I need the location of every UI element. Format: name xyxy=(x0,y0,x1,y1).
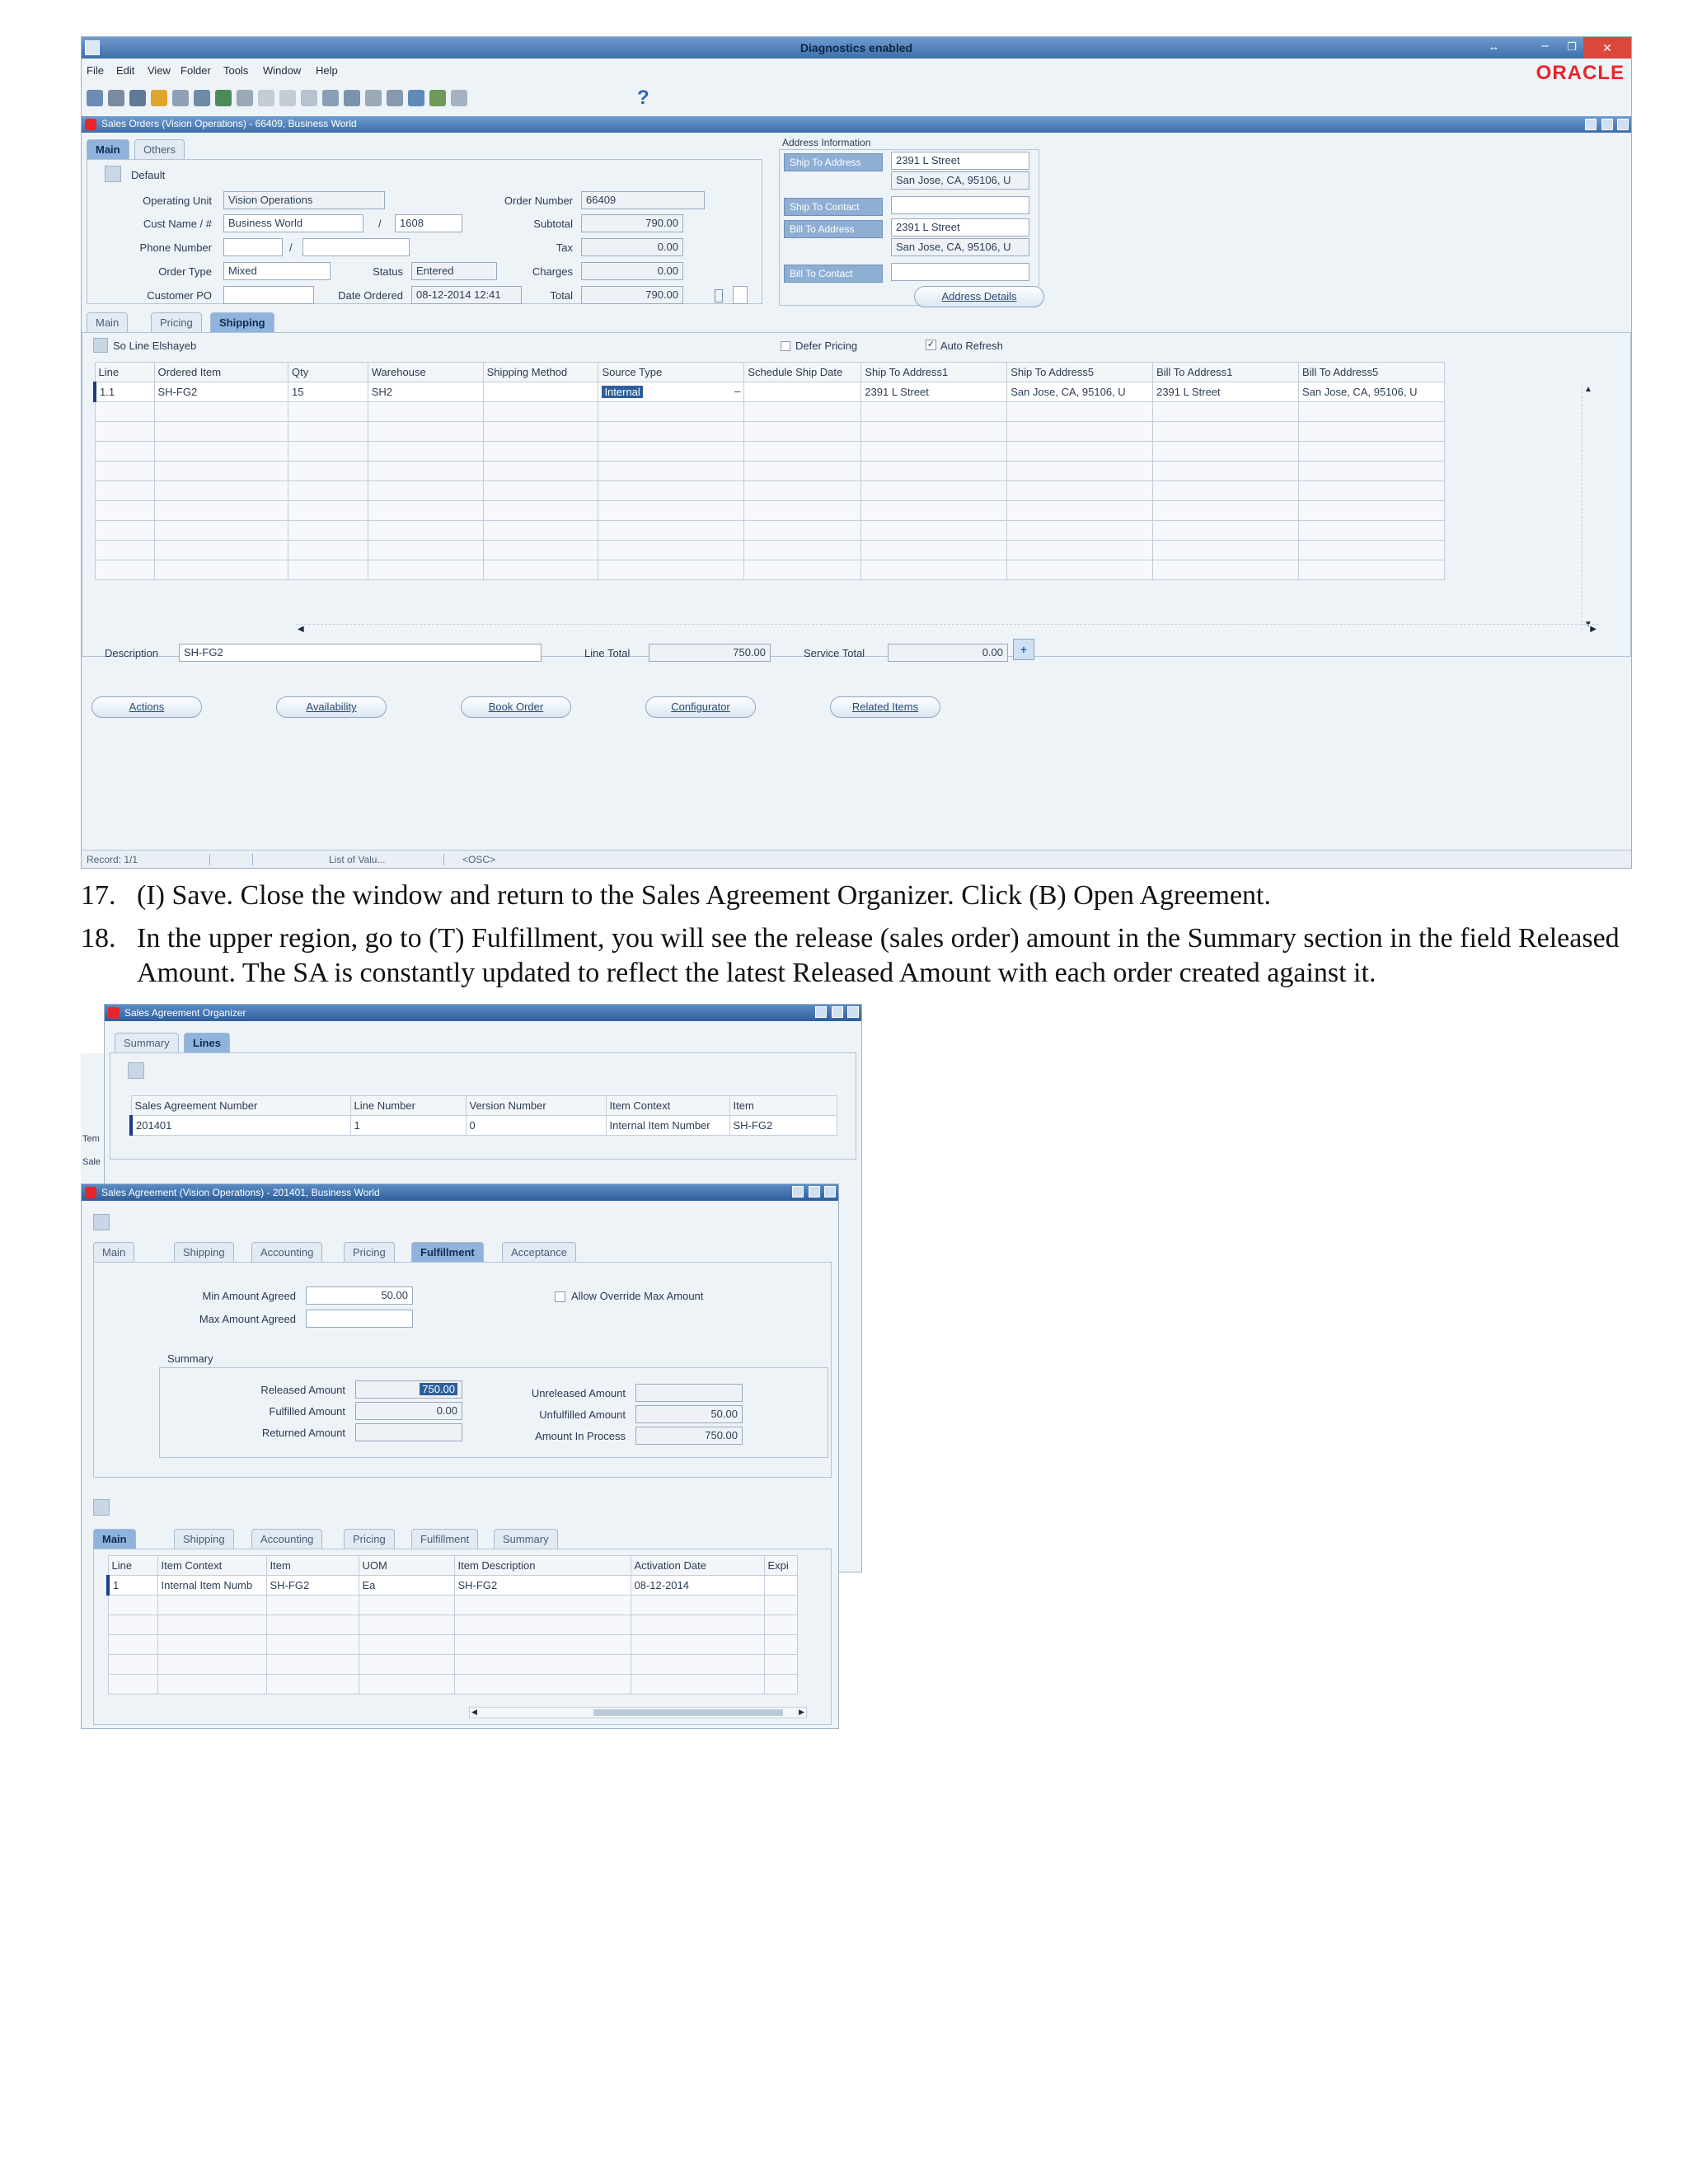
phone-area-field[interactable] xyxy=(223,238,283,256)
tax-field: 0.00 xyxy=(581,238,683,256)
sa-lines-tab-shipping[interactable]: Shipping xyxy=(174,1529,234,1549)
sa-tab-fulfillment[interactable]: Fulfillment xyxy=(411,1242,484,1262)
cell-item-context[interactable]: Internal Item Number xyxy=(606,1116,729,1136)
table-row[interactable] xyxy=(95,481,1445,501)
cell-ship-to-address5[interactable]: San Jose, CA, 95106, U xyxy=(1007,382,1153,402)
scroll-left-icon[interactable]: ◀ xyxy=(298,625,304,634)
ship-to-address1-field[interactable]: 2391 L Street xyxy=(891,152,1029,170)
sa-lines-tab-accounting[interactable]: Accounting xyxy=(251,1529,322,1549)
col-expiration: Expi xyxy=(764,1556,797,1576)
table-row[interactable] xyxy=(108,1675,797,1694)
scroll-right-icon[interactable]: ▶ xyxy=(1590,625,1597,634)
cell-item[interactable]: SH-FG2 xyxy=(266,1576,359,1596)
sa-maximize-icon[interactable] xyxy=(809,1186,820,1197)
cell-item-context[interactable]: Internal Item Numb xyxy=(157,1576,266,1596)
table-header xyxy=(131,1096,837,1116)
vertical-scrollbar[interactable] xyxy=(1582,383,1595,630)
organizer-folder-icon[interactable] xyxy=(128,1062,144,1079)
returned-amount-label: Returned Amount xyxy=(261,1427,345,1439)
order-type-field[interactable]: Mixed xyxy=(223,262,331,280)
zoom-icon[interactable] xyxy=(237,90,253,106)
menu-view[interactable]: View xyxy=(148,64,171,77)
step-18-number: 18. xyxy=(81,923,116,954)
cell-line[interactable]: 1.1 xyxy=(95,382,154,402)
cell-line-number[interactable]: 1 xyxy=(350,1116,466,1136)
total-bracket xyxy=(715,289,723,302)
step-17-number: 17. xyxy=(81,880,116,911)
table-row[interactable] xyxy=(95,402,1445,422)
sa-lines-table xyxy=(106,1555,798,1694)
summary-label: Summary xyxy=(167,1352,213,1365)
cell-warehouse[interactable]: SH2 xyxy=(368,382,483,402)
phone-label: Phone Number xyxy=(139,241,212,254)
min-amount-field[interactable]: 50.00 xyxy=(306,1286,413,1305)
source-type-value: Internal xyxy=(602,386,642,398)
lines-tab-shipping[interactable]: Shipping xyxy=(210,312,274,332)
so-line-folder-name: So Line Elshayeb xyxy=(113,340,197,352)
status-field: Entered xyxy=(411,262,497,280)
col-line: Line xyxy=(108,1556,157,1576)
col-item-context: Item Context xyxy=(606,1096,729,1116)
tab-others[interactable]: Others xyxy=(134,139,185,159)
menu-help[interactable]: Help xyxy=(316,64,338,77)
default-label: Default xyxy=(131,169,166,181)
total-checkbox[interactable] xyxy=(733,286,748,304)
horizontal-scrollbar[interactable] xyxy=(296,624,1598,635)
status-lov: List of Valu... xyxy=(329,854,444,865)
sa-lines-tab-pricing[interactable]: Pricing xyxy=(344,1529,395,1549)
organizer-maximize-icon[interactable] xyxy=(832,1006,843,1018)
cell-uom[interactable]: Ea xyxy=(359,1576,454,1596)
charges-field: 0.00 xyxy=(581,262,683,280)
defer-pricing-checkbox[interactable] xyxy=(781,341,790,351)
bill-to-address1-field[interactable]: 2391 L Street xyxy=(891,218,1029,237)
unfulfilled-amount-label: Unfulfilled Amount xyxy=(539,1408,626,1421)
oracle-form-icon xyxy=(108,1007,120,1019)
address-info-label: Address Information xyxy=(782,137,871,148)
cell-ship-to-address1[interactable]: 2391 L Street xyxy=(861,382,1007,402)
col-line: Line xyxy=(95,363,154,382)
col-qty: Qty xyxy=(288,363,368,382)
phone-slash: / xyxy=(289,241,293,254)
sales-agreement-window xyxy=(81,1183,839,1729)
released-amount-field[interactable] xyxy=(355,1380,462,1399)
tab-main[interactable]: Main xyxy=(87,139,129,159)
order-type-label: Order Type xyxy=(158,265,212,278)
charges-label: Charges xyxy=(532,265,573,278)
status-record: Record: 1/1 xyxy=(87,854,210,865)
bill-to-contact-field[interactable] xyxy=(891,263,1029,281)
table-row[interactable] xyxy=(108,1596,797,1615)
cell-version-number[interactable]: 0 xyxy=(466,1116,606,1136)
cell-qty[interactable]: 15 xyxy=(288,382,368,402)
col-ordered-item: Ordered Item xyxy=(154,363,288,382)
add-service-icon[interactable]: + xyxy=(1013,639,1034,660)
partial-label-tem: Tem xyxy=(82,1134,100,1144)
toolbar xyxy=(87,87,1628,111)
resize-icon[interactable]: ↔ xyxy=(1489,40,1499,53)
fulfilled-amount-label: Fulfilled Amount xyxy=(269,1405,345,1418)
cell-source-type[interactable] xyxy=(598,382,744,402)
organizer-tab-lines[interactable]: Lines xyxy=(184,1033,230,1052)
window-icon[interactable] xyxy=(451,90,467,106)
col-schedule-ship-date: Schedule Ship Date xyxy=(744,363,861,382)
cell-bill-to-address1[interactable]: 2391 L Street xyxy=(1153,382,1299,402)
col-version-number: Version Number xyxy=(466,1096,606,1116)
order-number-field: 66409 xyxy=(581,191,705,209)
defer-pricing-label: Defer Pricing xyxy=(795,340,858,352)
organizer-lines-table xyxy=(129,1095,837,1136)
table-row[interactable] xyxy=(95,382,1445,402)
app-title-bar xyxy=(82,37,1631,59)
menu-edit[interactable]: Edit xyxy=(116,64,135,77)
date-ordered-label: Date Ordered xyxy=(338,289,403,302)
line-total-label: Line Total xyxy=(584,647,631,659)
col-bill-to-address5: Bill To Address5 xyxy=(1299,363,1445,382)
unreleased-amount-field xyxy=(635,1384,743,1402)
col-item: Item xyxy=(266,1556,359,1576)
lines-tab-pricing[interactable]: Pricing xyxy=(151,312,202,332)
status-osc: <OSC> xyxy=(462,854,496,865)
so-form-title: Sales Orders (Vision Operations) - 66409, Business World xyxy=(101,118,357,129)
cell-sa-number[interactable]: 201401 xyxy=(131,1116,350,1136)
table-row[interactable] xyxy=(108,1635,797,1655)
bill-to-contact-button[interactable]: Bill To Contact xyxy=(784,265,883,283)
maximize-icon[interactable]: ❐ xyxy=(1567,40,1577,53)
form-maximize-icon[interactable] xyxy=(1601,119,1613,130)
cut-icon[interactable] xyxy=(258,90,274,106)
amount-in-process-field: 750.00 xyxy=(635,1427,743,1445)
sa-tab-accounting[interactable]: Accounting xyxy=(251,1242,322,1262)
col-item: Item xyxy=(729,1096,837,1116)
table-row[interactable] xyxy=(95,442,1445,462)
table-row[interactable] xyxy=(108,1655,797,1675)
translate-icon[interactable] xyxy=(429,90,446,106)
so-form-title-bar xyxy=(82,116,1631,133)
sa-lines-tab-main[interactable]: Main xyxy=(93,1529,136,1549)
auto-refresh-label: Auto Refresh xyxy=(940,340,1003,352)
organizer-minimize-icon[interactable] xyxy=(815,1006,827,1018)
print-icon[interactable] xyxy=(172,90,189,106)
ship-to-contact-field[interactable] xyxy=(891,196,1029,214)
max-amount-field[interactable] xyxy=(306,1310,413,1328)
menu-folder[interactable]: Folder xyxy=(181,64,211,77)
col-source-type: Source Type xyxy=(598,363,744,382)
col-activation-date: Activation Date xyxy=(631,1556,764,1576)
oracle-form-icon xyxy=(85,119,96,130)
menu-bar xyxy=(82,62,1631,84)
col-ship-to-address1: Ship To Address1 xyxy=(861,363,1007,382)
so-lines-table xyxy=(93,362,1445,580)
sa-screenshot xyxy=(81,1004,864,1729)
sa-lines-tab-summary[interactable]: Summary xyxy=(494,1529,558,1549)
cell-activation-date[interactable]: 08-12-2014 xyxy=(631,1576,764,1596)
lines-tab-main[interactable]: Main xyxy=(87,312,128,332)
phone-number-field[interactable] xyxy=(302,238,410,256)
sa-organizer-title-bar xyxy=(105,1005,861,1021)
find-icon[interactable] xyxy=(194,90,210,106)
cell-expiration[interactable] xyxy=(764,1576,797,1596)
partial-label-sale: Sale xyxy=(82,1157,101,1167)
app-title: Diagnostics enabled xyxy=(799,41,913,54)
sa-lines-hscrollbar[interactable] xyxy=(469,1707,807,1718)
col-item-description: Item Description xyxy=(454,1556,631,1576)
sa-minimize-icon[interactable] xyxy=(792,1186,804,1197)
menu-file[interactable]: File xyxy=(87,64,104,77)
table-row[interactable] xyxy=(108,1576,797,1596)
ship-to-address-button[interactable]: Ship To Address xyxy=(784,153,883,171)
line-total-field: 750.00 xyxy=(649,644,771,662)
source-type-dropdown-icon[interactable]: – xyxy=(734,385,741,397)
ship-to-contact-button[interactable]: Ship To Contact xyxy=(784,198,883,216)
cell-item-description[interactable]: SH-FG2 xyxy=(454,1576,631,1596)
status-bar xyxy=(82,850,1631,868)
col-line-number: Line Number xyxy=(350,1096,466,1116)
form-close-icon[interactable] xyxy=(1617,119,1629,130)
sa-folder-icon[interactable] xyxy=(93,1214,110,1230)
col-ship-to-address5: Ship To Address5 xyxy=(1007,363,1153,382)
sa-title: Sales Agreement (Vision Operations) - 201401, Business World xyxy=(101,1187,380,1198)
service-total-field: 0.00 xyxy=(888,644,1008,662)
table-header xyxy=(108,1556,797,1576)
subtotal-label: Subtotal xyxy=(533,218,573,230)
released-amount-label: Released Amount xyxy=(260,1384,345,1396)
open-icon[interactable] xyxy=(108,90,124,106)
oracle-logo: ORACLE xyxy=(1536,62,1625,84)
paste-icon[interactable] xyxy=(301,90,317,106)
customer-po-field[interactable] xyxy=(223,286,314,304)
status-blank xyxy=(220,854,253,865)
edit-icon[interactable] xyxy=(344,90,360,106)
sa-lines-tab-fulfillment[interactable]: Fulfillment xyxy=(411,1529,478,1549)
form-minimize-icon[interactable] xyxy=(1585,119,1597,130)
col-warehouse: Warehouse xyxy=(368,363,483,382)
scroll-down-icon[interactable]: ▼ xyxy=(1584,620,1592,629)
amount-in-process-label: Amount In Process xyxy=(535,1430,626,1442)
released-amount-value: 750.00 xyxy=(420,1383,457,1395)
record-icon[interactable] xyxy=(387,90,403,106)
menu-window[interactable]: Window xyxy=(263,64,302,77)
cell-line[interactable]: 1 xyxy=(108,1576,157,1596)
oracle-form-icon xyxy=(85,1187,96,1198)
bill-to-address5-field: San Jose, CA, 95106, U xyxy=(891,238,1029,256)
unfulfilled-amount-field: 50.00 xyxy=(635,1405,743,1423)
cust-name-field[interactable]: Business World xyxy=(223,214,363,232)
date-ordered-field[interactable]: 08-12-2014 12:41 xyxy=(411,286,522,304)
folder-icon[interactable] xyxy=(365,90,382,106)
tax-label: Tax xyxy=(556,241,573,254)
help-icon[interactable]: ? xyxy=(637,87,649,109)
cell-schedule-ship-date[interactable] xyxy=(744,382,861,402)
cust-slash: / xyxy=(378,218,382,230)
max-amount-label: Max Amount Agreed xyxy=(199,1313,296,1325)
scroll-left-icon[interactable]: ◀ xyxy=(471,1708,477,1716)
menu-tools[interactable]: Tools xyxy=(223,64,249,77)
col-item-context: Item Context xyxy=(157,1556,266,1576)
bill-to-address-button[interactable]: Bill To Address xyxy=(784,220,883,238)
subtotal-field: 790.00 xyxy=(581,214,683,232)
related-items-button[interactable]: Related Items xyxy=(830,696,940,718)
organizer-tab-summary[interactable]: Summary xyxy=(115,1033,179,1052)
organizer-close-icon[interactable] xyxy=(847,1006,859,1018)
attach-icon[interactable] xyxy=(322,90,339,106)
operating-unit-label: Operating Unit xyxy=(143,194,212,207)
cust-number-field[interactable]: 1608 xyxy=(395,214,462,232)
status-label: Status xyxy=(373,265,403,278)
sa-tab-main[interactable]: Main xyxy=(93,1242,134,1262)
step-17-text: (I) Save. Close the window and return to the Sales Agreement Organizer. Click (B) Open Agreement. xyxy=(137,880,1272,911)
sa-title-bar xyxy=(82,1184,838,1201)
scroll-up-icon[interactable]: ▲ xyxy=(1584,385,1592,394)
table-row[interactable] xyxy=(95,501,1445,521)
table-row[interactable] xyxy=(95,422,1445,442)
tools-icon[interactable] xyxy=(408,90,424,106)
minimize-icon[interactable]: – xyxy=(1541,39,1549,53)
cell-item[interactable]: SH-FG2 xyxy=(729,1116,837,1136)
sa-organizer-title: Sales Agreement Organizer xyxy=(124,1007,246,1019)
sa-close-icon[interactable] xyxy=(824,1186,836,1197)
actions-button[interactable]: Actions xyxy=(91,696,202,718)
col-uom: UOM xyxy=(359,1556,454,1576)
order-number-label: Order Number xyxy=(504,194,573,207)
description-field[interactable]: SH-FG2 xyxy=(179,644,542,662)
sa-tab-pricing[interactable]: Pricing xyxy=(344,1242,395,1262)
sa-tab-shipping[interactable]: Shipping xyxy=(174,1242,234,1262)
close-icon[interactable]: ✕ xyxy=(1583,37,1631,59)
cell-ordered-item[interactable]: SH-FG2 xyxy=(154,382,288,402)
col-sa-number: Sales Agreement Number xyxy=(131,1096,350,1116)
table-row[interactable] xyxy=(131,1116,837,1136)
navigator-icon[interactable] xyxy=(151,90,167,106)
folder-icon[interactable] xyxy=(105,166,121,182)
sa-tab-acceptance[interactable]: Acceptance xyxy=(502,1242,576,1262)
cell-shipping-method[interactable] xyxy=(483,382,598,402)
lines-folder-icon[interactable] xyxy=(93,338,108,353)
returned-amount-field xyxy=(355,1423,462,1441)
step-18-text: In the upper region, go to (T) Fulfillment, you will see the release (sales order) amount in the Summary section in the field Released Amount. The SA is constantly updated to reflect the latest Released Amount with each order created against it. xyxy=(137,923,1620,988)
availability-button[interactable]: Availability xyxy=(276,696,387,718)
operating-unit-field[interactable]: Vision Operations xyxy=(223,191,385,209)
cust-name-label: Cust Name / # xyxy=(143,218,212,230)
table-header xyxy=(95,363,1445,382)
table-row[interactable] xyxy=(95,541,1445,560)
step-18 xyxy=(81,921,1630,996)
auto-refresh-checkbox[interactable]: ✓ xyxy=(926,340,935,349)
sa-lines-folder-icon[interactable] xyxy=(93,1499,110,1516)
ship-to-address5-field: San Jose, CA, 95106, U xyxy=(891,171,1029,190)
allow-override-label: Allow Override Max Amount xyxy=(571,1290,704,1302)
save-icon[interactable] xyxy=(129,90,146,106)
apps-window xyxy=(81,36,1632,869)
copy-icon[interactable] xyxy=(279,90,296,106)
fulfilled-amount-field: 0.00 xyxy=(355,1402,462,1420)
min-amount-label: Min Amount Agreed xyxy=(202,1290,296,1302)
table-row[interactable] xyxy=(95,521,1445,541)
service-total-label: Service Total xyxy=(804,647,865,659)
customer-po-label: Customer PO xyxy=(147,289,212,302)
total-label: Total xyxy=(550,289,573,302)
address-details-button[interactable]: Address Details xyxy=(914,286,1044,307)
description-label: Description xyxy=(105,647,159,659)
globe-icon[interactable] xyxy=(215,90,232,106)
new-icon[interactable] xyxy=(87,90,103,106)
table-row[interactable] xyxy=(108,1615,797,1635)
col-shipping-method: Shipping Method xyxy=(483,363,598,382)
step-17 xyxy=(81,879,1630,913)
configurator-button[interactable]: Configurator xyxy=(645,696,756,718)
table-row[interactable] xyxy=(95,462,1445,481)
table-row[interactable] xyxy=(95,560,1445,580)
total-field: 790.00 xyxy=(581,286,683,304)
scroll-right-icon[interactable]: ▶ xyxy=(799,1708,804,1716)
book-order-button[interactable]: Book Order xyxy=(461,696,571,718)
allow-override-checkbox[interactable] xyxy=(555,1291,565,1302)
scroll-thumb[interactable] xyxy=(593,1709,783,1716)
unreleased-amount-label: Unreleased Amount xyxy=(531,1387,626,1399)
cell-bill-to-address5[interactable]: San Jose, CA, 95106, U xyxy=(1299,382,1445,402)
col-bill-to-address1: Bill To Address1 xyxy=(1153,363,1299,382)
